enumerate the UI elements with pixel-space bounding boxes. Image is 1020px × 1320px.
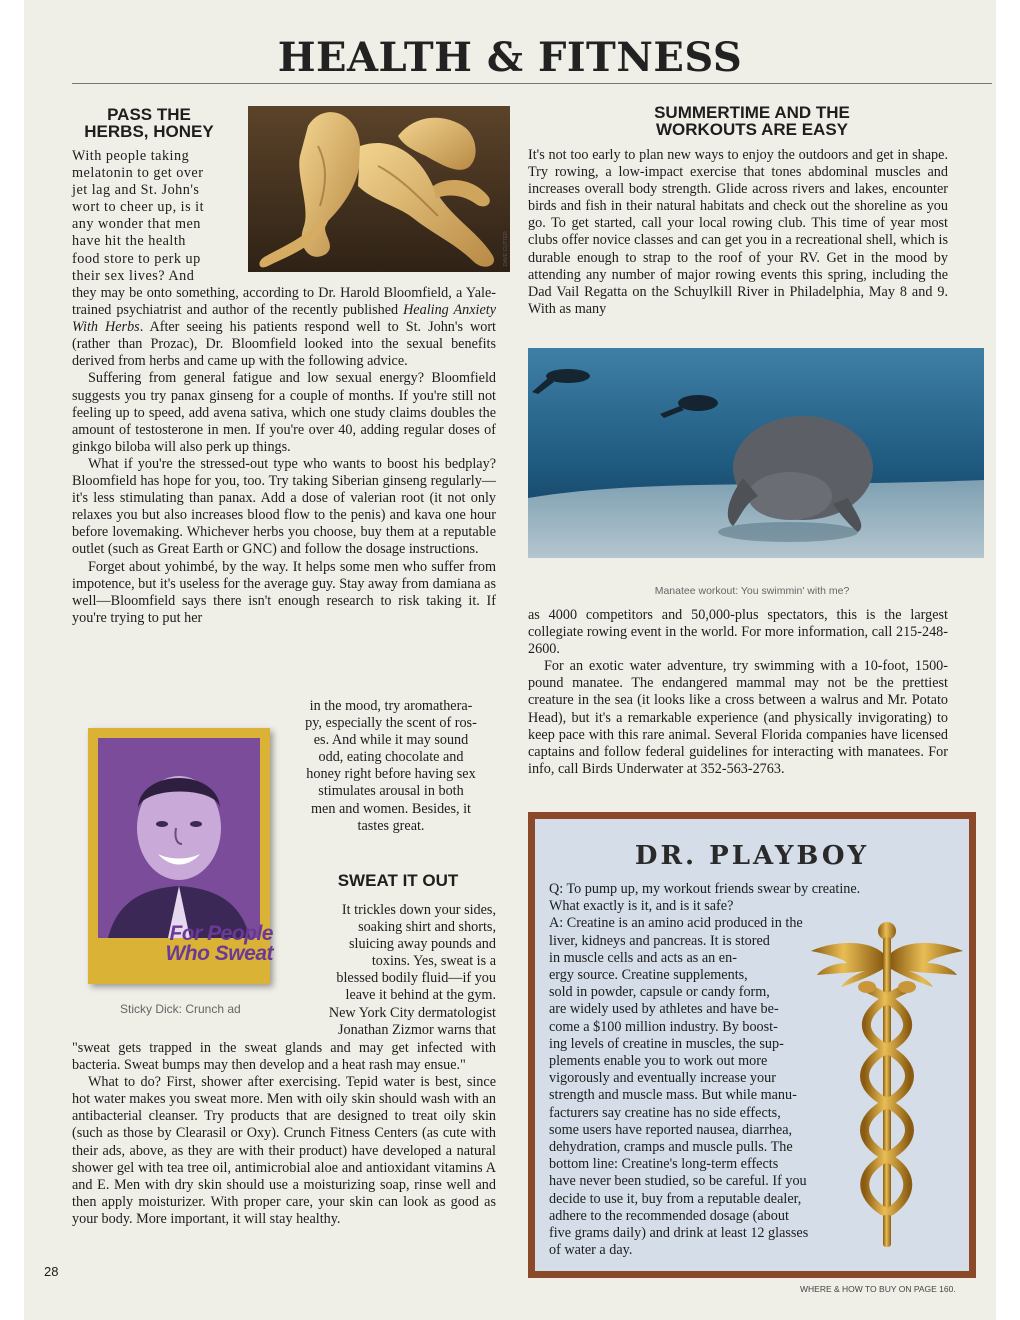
sweat-mid-line: Jonathan Zizmor warns that — [338, 1022, 496, 1039]
ginseng-photo-credit: DAVE CUTTER — [503, 231, 509, 266]
sweat-narrow-line: It trickles down your sides, — [341, 902, 496, 918]
herbs-paragraph — [72, 285, 496, 370]
qa-line: adhere to the recommended dosage (about — [549, 1207, 789, 1224]
herbs-narrow-line: any wonder that men — [72, 216, 201, 233]
qa-line: ing levels of creatine in muscles, the sup- — [549, 1035, 784, 1052]
herbs-intro-narrow — [72, 148, 228, 285]
sweat-intro-narrow — [292, 902, 496, 1005]
qa-line: some users have reported nausea, diarrhea, — [549, 1121, 793, 1138]
crunch-ad-slogan-line1: For People — [169, 922, 273, 945]
herbs-wrap-line: es. And while it may sound — [313, 732, 469, 749]
manatee-caption: Manatee workout: You swimmin' with me? — [654, 585, 850, 597]
herbs-paragraph: Suffering from general fatigue and low sexual energy? Bloomfield suggests you try panax ginseng for a couple of months. If you're still not feeling up to speed, add avena sativa, which one study claims doubles the amount of testosterone in men. If you're over 40, adding regular doses of ginkgo biloba will also perk up things. — [72, 370, 496, 455]
qa-line: liver, kidneys and pancreas. It is stored — [549, 932, 770, 949]
qa-line: five grams daily) and drink at least 12 glasses — [549, 1225, 809, 1242]
summer-paragraph: For an exotic water adventure, try swimming with a 10-foot, 1500-pound manatee. The endangered mammal may not be the prettiest creature in the sea (it looks like a cross between a walrus and Mr. Potato Head), but it's a remarkable experience (and physically invigorating) to keep pace with this rare animal. Several Florida companies have licensed captains and follow federal guidelines for interacting with manatees. For info, call Birds Underwater at 352-563-2763. — [528, 658, 948, 777]
sweat-narrow-line: soaking shirt and shorts, — [358, 919, 496, 936]
herbs-narrow-line: have hit the health — [72, 233, 186, 250]
herbs-paragraph: Forget about yohimbé, by the way. It helps some men who suffer from impotence, but it's useless for the average guy. Stay away from damiana as well—Bloomfield says there isn't enough research to risk taking it. If you're trying to put her — [72, 558, 496, 626]
herbs-narrow-line: melatonin to get over — [72, 165, 204, 182]
herbs-narrow-line: food store to perk up — [72, 250, 201, 267]
herbs-p1-text-a: they may be onto something, according to Dr. Harold Bloomfield, a Yale-trained psychiatrist and author of the recently published — [72, 285, 496, 319]
herbs-heading-line2: HERBS, HONEY — [84, 122, 214, 141]
qa-line: in muscle cells and acts as an en- — [549, 949, 737, 966]
qa-line: come a $100 million industry. By boost- — [549, 1018, 778, 1035]
herbs-wrap-narrow — [286, 698, 496, 835]
sweat-narrow-line: blessed bodily fluid—if you — [336, 970, 496, 987]
qa-line: What exactly is it, and is it safe? — [549, 898, 734, 915]
dr-playboy-sidebar — [528, 812, 976, 1278]
qa-line: vigorously and eventually increase your — [549, 1070, 776, 1087]
sweat-mid-lines — [274, 1005, 496, 1039]
qa-line: are widely used by athletes and have be- — [549, 1001, 779, 1018]
qa-line: strength and muscle mass. But while manu- — [549, 1087, 797, 1104]
qa-line: of water a day. — [549, 1242, 633, 1259]
ginseng-photo — [248, 106, 510, 272]
herbs-wrap-line: odd, eating chocolate and — [318, 749, 464, 766]
qa-line: bottom line: Creatine's long-term effects — [549, 1156, 779, 1173]
herbs-narrow-line: wort to cheer up, is it — [72, 199, 205, 216]
crunch-ad-slogan — [98, 924, 273, 964]
herbs-article-body — [72, 285, 496, 627]
sweat-narrow-line: leave it behind at the gym. — [345, 987, 496, 1004]
qa-line: decide to use it, buy from a reputable dealer, — [549, 1190, 802, 1207]
herbs-wrap-line: in the mood, try aromathera- — [309, 698, 473, 714]
qa-line: plements enable you to work out more — [549, 1053, 768, 1070]
dr-playboy-qa — [549, 881, 949, 1259]
herbs-narrow-line: their sex lives? And — [72, 267, 195, 284]
crunch-ad-caption: Sticky Dick: Crunch ad — [120, 1002, 241, 1016]
herbs-wrap-line: honey right before having sex — [306, 766, 476, 783]
herbs-wrap-line: stimulates arousal in both — [318, 783, 464, 800]
summer-article-body — [528, 147, 948, 318]
qa-line: A: Creatine is an amino acid produced in the — [549, 915, 803, 932]
qa-line: facturers say creatine has no side effects, — [549, 1104, 781, 1121]
summer-heading — [528, 104, 976, 138]
herbs-heading-line1: PASS THE — [107, 105, 191, 124]
sweat-paragraph: "sweat gets trapped in the sweat glands and may get infected with bacteria. Sweat bumps may then develop and a heat rash may ensue." — [72, 1040, 496, 1074]
sweat-heading: SWEAT IT OUT — [337, 871, 459, 890]
qa-line: sold in powder, capsule or candy form, — [549, 984, 770, 1001]
summer-paragraph: as 4000 competitors and 50,000-plus spectators, this is the largest collegiate rowing event in the world. For more information, call 215-248-2600. — [528, 607, 948, 658]
qa-line: dehydration, cramps and muscle pulls. The — [549, 1139, 793, 1156]
summer-heading-line1: SUMMERTIME AND THE — [654, 103, 850, 122]
herbs-wrap-line: men and women. Besides, it — [311, 800, 471, 817]
title-rule — [72, 83, 992, 84]
herbs-narrow-line: With people taking — [72, 148, 190, 164]
page-number: 28 — [44, 1264, 59, 1279]
page-title: HEALTH & FITNESS — [277, 34, 743, 81]
summer-paragraph: It's not too early to plan new ways to enjoy the outdoors and get in shape. Try rowing, a low-impact exercise that tones abdominal muscles and increases overall body strength. Glide across rivers and lakes, encounter birds and fish in their natural habitats and check out the shoreline as you go. To get started, call your local rowing club. This time of year most clubs offer novice classes and can get you in a recreational shell, which is durable enough to strap to the roof of your RV. Get in the mood by attending any number of major rowing events this spring, including the Dad Vail Regatta on the Schuylkill River in Philadelphia, May 8 and 9. With as many — [528, 147, 948, 317]
buy-note: WHERE & HOW TO BUY ON PAGE 160. — [800, 1284, 956, 1294]
dr-playboy-title: DR. PLAYBOY — [634, 841, 870, 871]
qa-line: have never been studied, so be careful. If you — [549, 1173, 807, 1190]
herbs-wrap-line: tastes great. — [357, 817, 425, 834]
sweat-paragraph: What to do? First, shower after exercising. Tepid water is best, since hot water makes you sweat more. Men with oily skin should wash with an antibacterial cleanser. Try products that are designed to treat oily skin (such as those by Clearasil or Oxy). Crunch Fitness Centers (as cute with their ads, above, as they are with their product) have developed a natural shower gel with tea tree oil, antimicrobial aloe and antioxidant vitamins A and E. Men with dry skin should use a moisturizing soap, rinse well and then apply moisturizer. With proper care, your skin can look as good as your body. More important, it will stay healthy. — [72, 1074, 496, 1227]
qa-line: Q: To pump up, my workout friends swear by creatine. — [549, 881, 861, 897]
manatee-photo — [528, 348, 984, 558]
herbs-wrap-line: py, especially the scent of ros- — [305, 715, 477, 732]
sweat-narrow-line: sluicing away pounds and — [349, 936, 496, 953]
sweat-article-body — [72, 1040, 496, 1228]
book-title: Healing Anxiety With Herbs — [72, 302, 496, 336]
summer-article-continued — [528, 607, 948, 778]
sweat-narrow-line: toxins. Yes, sweat is a — [371, 953, 496, 970]
sweat-mid-line: New York City dermatologist — [328, 1005, 496, 1021]
crunch-ad — [88, 728, 273, 984]
summer-heading-line2: WORKOUTS ARE EASY — [655, 120, 849, 139]
qa-line: ergy source. Creatine supplements, — [549, 967, 748, 984]
herbs-p1-text-b: . After seeing his patients respond well to St. John's wort (rather than Prozac), Dr. Bloomfield looked into the sexual benefits derived from herbs and came up with the following advice. — [72, 319, 496, 370]
herbs-heading — [74, 106, 224, 140]
herbs-paragraph: What if you're the stressed-out type who wants to boost his bedplay? Bloomfield has hope for you, too. Try taking Siberian ginseng regularly—it's less stimulating than panax. Add a dose of valerian root (it not only relaxes you but also increases blood flow to the penis) and kava one hour before lovemaking. Whichever herbs you choose, buy them at a reputable outlet (such as Great Earth or GNC) and follow the dosage instructions. — [72, 455, 496, 558]
magazine-page — [24, 0, 996, 1320]
crunch-ad-slogan-line2: Who Sweat — [165, 942, 273, 965]
herbs-narrow-line: jet lag and St. John's — [72, 182, 200, 199]
